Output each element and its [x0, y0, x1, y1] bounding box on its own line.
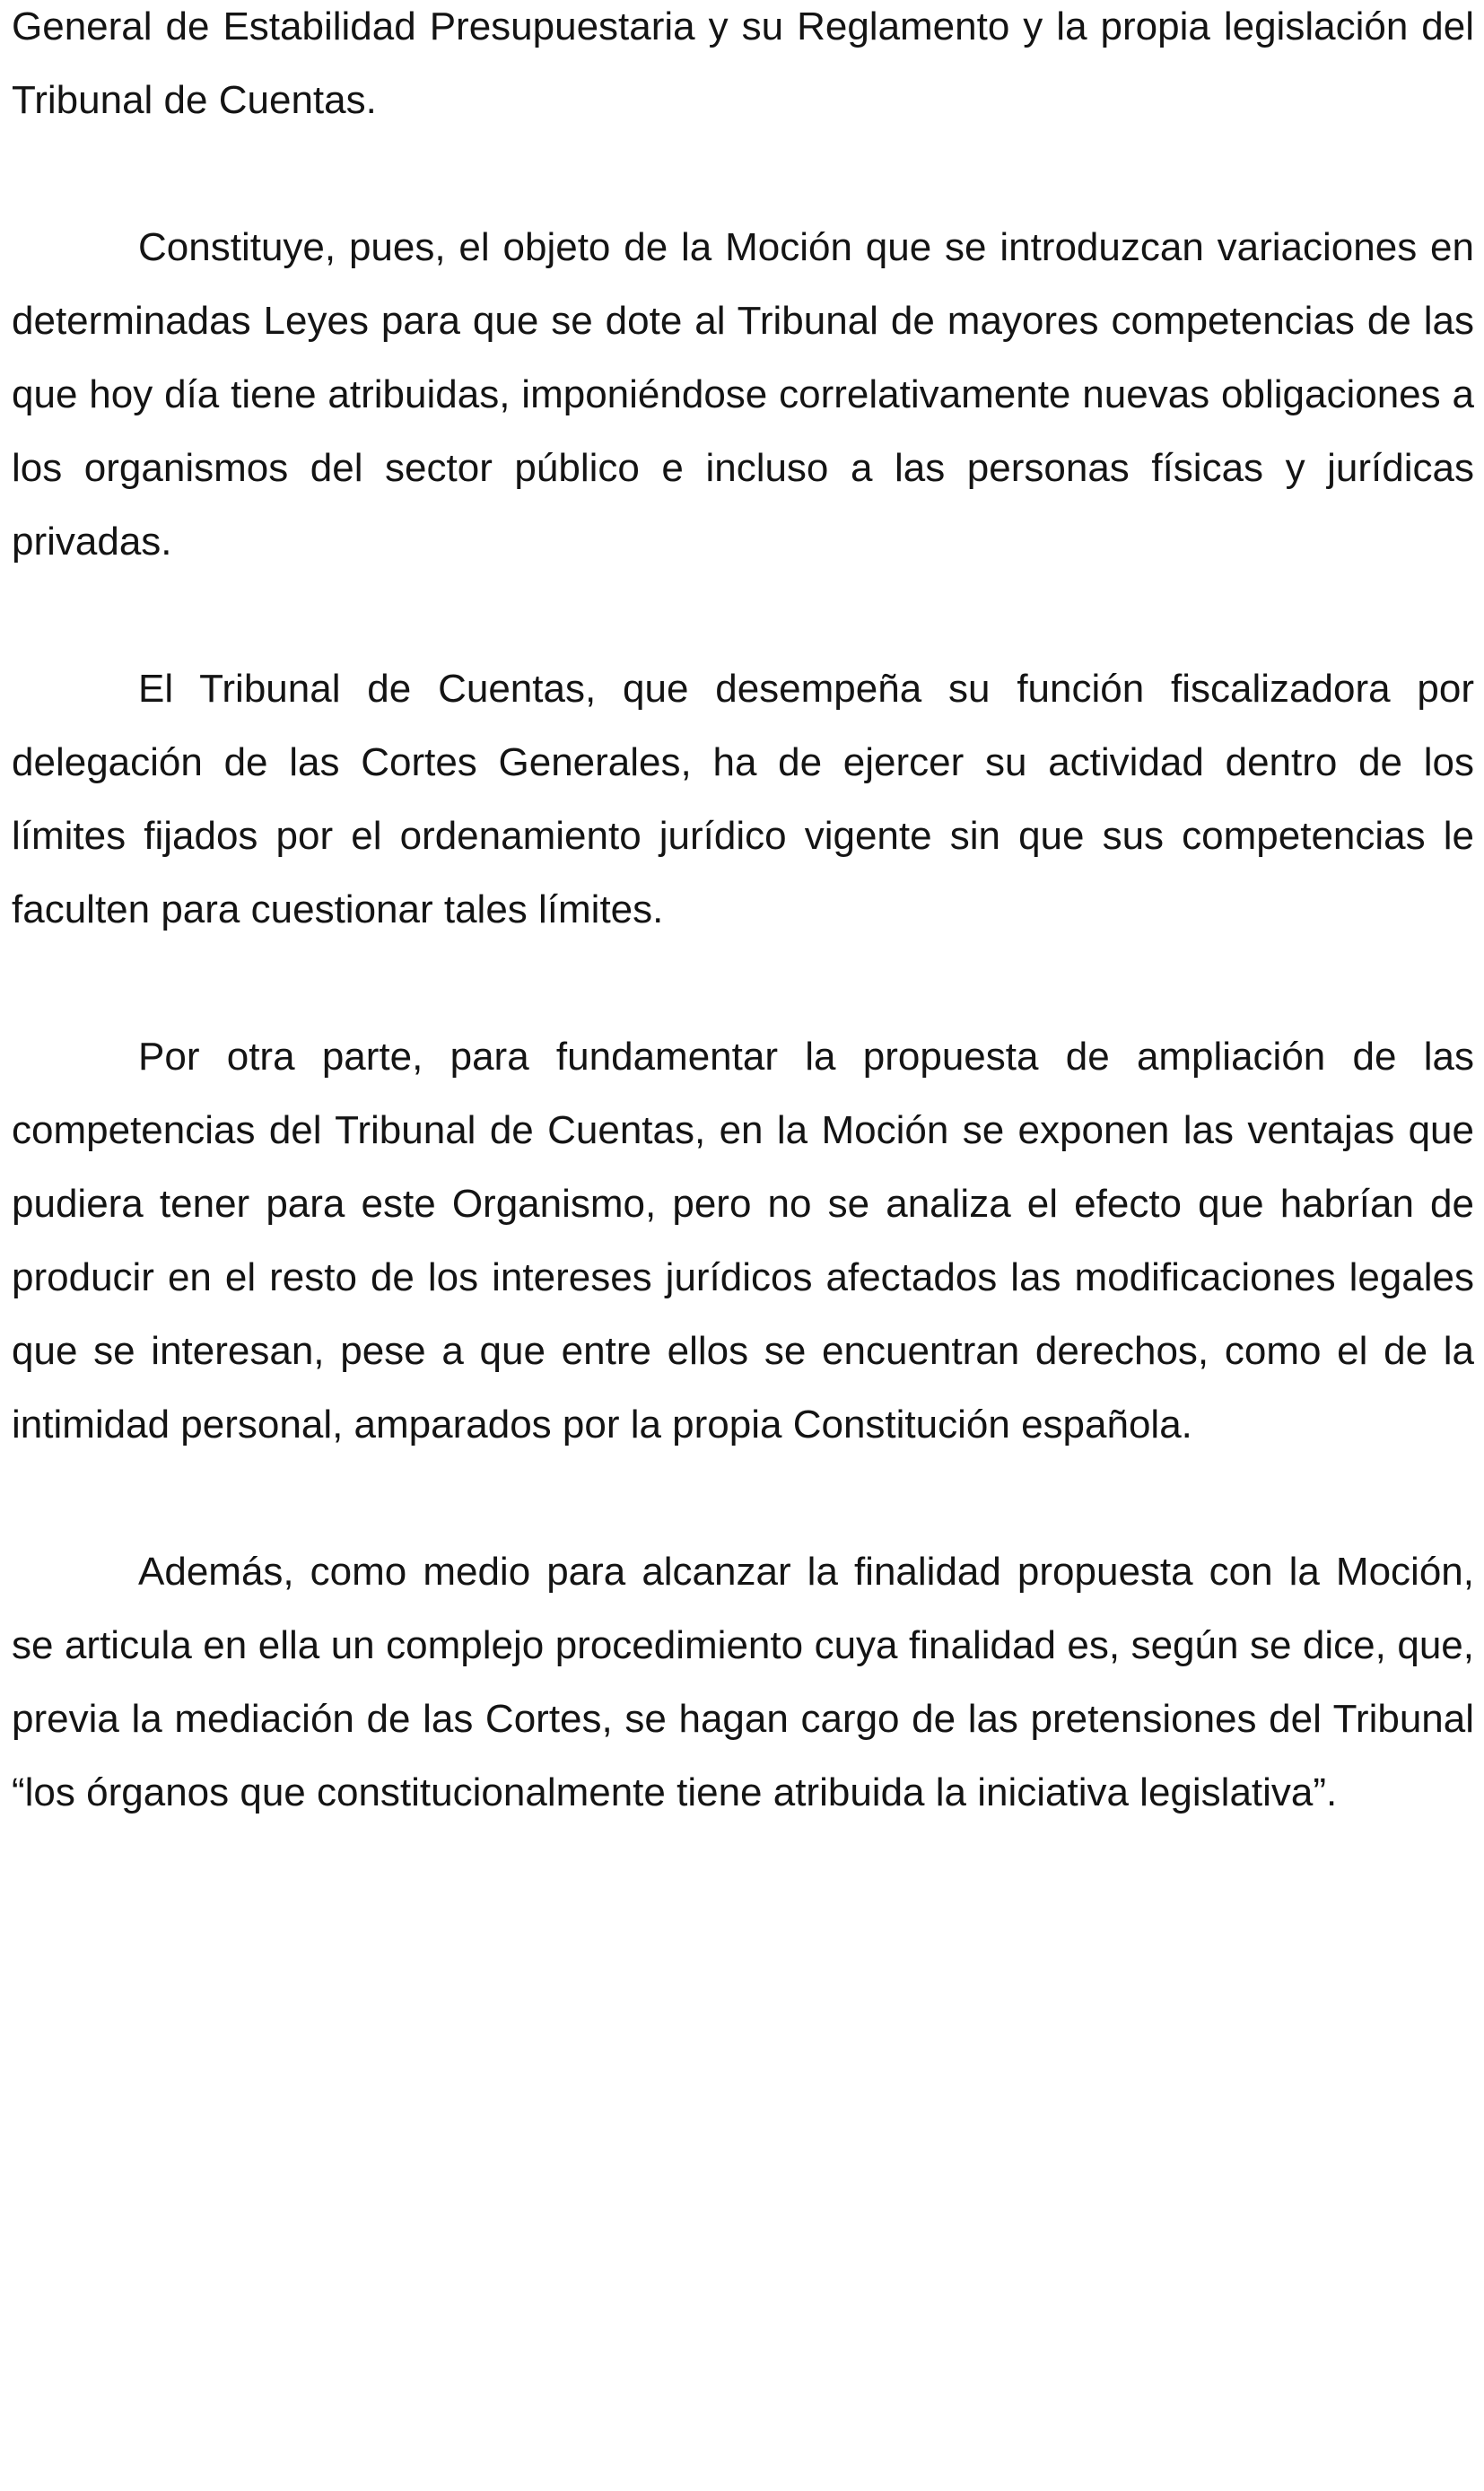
- paragraph-continuation: General de Estabilidad Presupuestaria y su Reglamento y la propia legislación del Tribunal de Cuentas.: [12, 4, 1474, 122]
- paragraph-procedimiento: Además, como medio para alcanzar la finalidad propuesta con la Moción, se articula en ella un complejo procedimiento cuya finalidad es, según se dice, que, previa la mediación de las Cortes, se hagan cargo de las pretensiones del Tribunal “los órganos que constitucionalmente tiene atribuida la iniciativa legislativa”.: [12, 1550, 1474, 1814]
- document-page: [12, 0, 1474, 1903]
- paragraph-funcion-fiscalizadora: El Tribunal de Cuentas, que desempeña su función fiscalizadora por delegación de las Cortes Generales, ha de ejercer su actividad dentro de los límites fijados por el ordenamiento jurídico vigente sin que sus competencias le faculten para cuestionar tales límites.: [12, 667, 1474, 931]
- paragraph-ampliacion-competencias: Por otra parte, para fundamentar la propuesta de ampliación de las competencias del Tribunal de Cuentas, en la Moción se exponen las ventajas que pudiera tener para este Organismo, pero no se analiza el efecto que habrían de producir en el resto de los intereses jurídicos afectados las modificaciones legales que se interesan, pese a que entre ellos se encuentran derechos, como el de la intimidad personal, amparados por la propia Constitución española.: [12, 1035, 1474, 1447]
- paragraph-mocion-objeto: Constituye, pues, el objeto de la Moción que se introduzcan variaciones en determinadas Leyes para que se dote al Tribunal de mayores competencias de las que hoy día tiene atribuidas, imponiéndose correlativamente nuevas obligaciones a los organismos del sector público e incluso a las personas físicas y jurídicas privadas.: [12, 225, 1474, 564]
